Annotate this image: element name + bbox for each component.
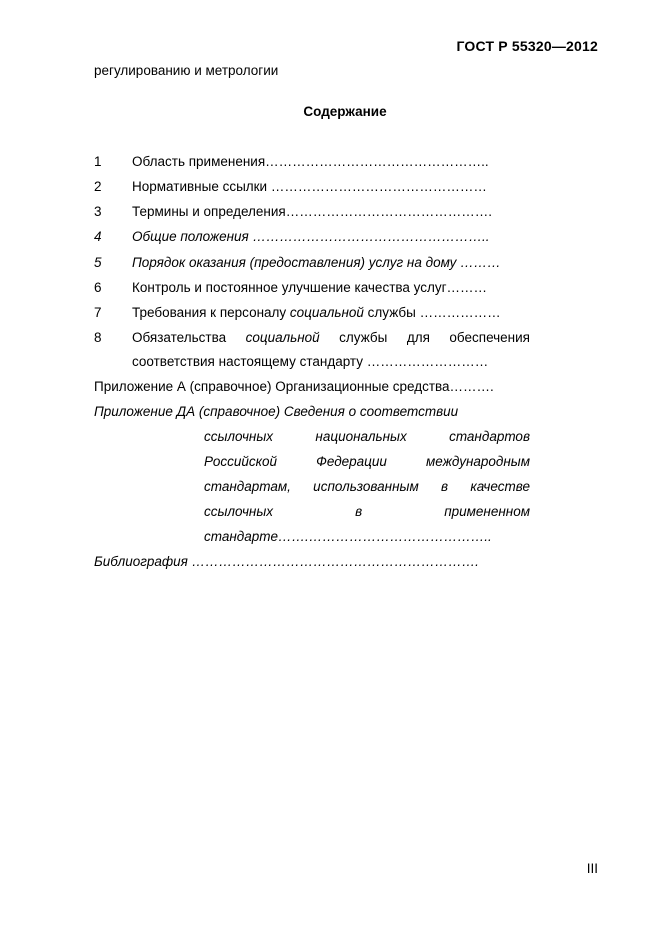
toc-appendix-da-continuation[interactable] <box>94 528 530 546</box>
continued-text: регулированию и метрологии <box>94 63 279 78</box>
standard-header: ГОСТ Р 55320—2012 <box>456 38 598 54</box>
toc-item-text-part: Обязательства <box>132 330 246 345</box>
toc-appendix-da-continuation[interactable] <box>94 478 530 496</box>
toc-item-text: Область применения………………………………………….. <box>132 154 489 169</box>
toc-bibliography[interactable] <box>94 553 530 571</box>
toc-item-text: Контроль и постоянное улучшение качества услуг……… <box>132 280 488 295</box>
toc-item[interactable] <box>94 304 530 322</box>
toc-item-number: 1 <box>94 154 102 169</box>
toc-item-text: Библиография ………………………………………………………. <box>94 554 479 569</box>
toc-item-text-part: службы для обеспечения <box>319 330 530 345</box>
toc-item-text: Российской Федерации международным <box>204 454 530 469</box>
toc-item-text-italic: социальной <box>289 305 364 320</box>
toc-item-text: Термины и определения………………………………………. <box>132 204 492 219</box>
page-number: III <box>586 861 598 876</box>
toc-item-text: ссылочных в примененном <box>204 504 530 519</box>
toc-item-text: Общие положения …………………………………………….. <box>132 229 490 244</box>
toc-item-text: стандартам, использованным в качестве <box>204 479 530 494</box>
toc-item-text <box>132 329 530 347</box>
toc-item[interactable] <box>94 178 530 196</box>
toc-item[interactable] <box>94 329 530 347</box>
toc-appendix-da-continuation[interactable] <box>94 453 530 471</box>
toc-item-text: Нормативные ссылки ………………………………………… <box>132 179 487 194</box>
toc-item-text: ссылочных национальных стандартов <box>204 429 530 444</box>
toc-item-text <box>132 304 501 322</box>
toc-appendix-da[interactable] <box>94 403 530 421</box>
toc-item[interactable] <box>94 228 530 246</box>
toc-title: Содержание <box>303 104 387 119</box>
toc-item-number: 8 <box>94 330 102 345</box>
toc-item-continuation[interactable] <box>94 353 530 371</box>
toc-item-text: Приложение А (справочное) Организационные средства………. <box>94 379 494 394</box>
toc-item-text: стандарте…….………………………………….. <box>204 529 492 544</box>
toc-item-number: 7 <box>94 305 102 320</box>
toc-appendix-da-continuation[interactable] <box>94 503 530 521</box>
toc-item-text: Порядок оказания (предоставления) услуг на дому ……… <box>132 255 501 270</box>
toc-appendix-a[interactable] <box>94 378 530 396</box>
toc-item[interactable] <box>94 279 530 297</box>
toc-item[interactable] <box>94 254 530 272</box>
toc-item-number: 6 <box>94 280 102 295</box>
toc-item-number: 2 <box>94 179 102 194</box>
toc-appendix-da-continuation[interactable] <box>94 428 530 446</box>
toc-item-number: 3 <box>94 204 102 219</box>
toc-item-text: соответствия настоящему стандарту ……………………… <box>132 354 489 369</box>
toc-item[interactable] <box>94 153 530 171</box>
toc-item-text-part: службы ……………… <box>363 305 501 320</box>
toc-item-text-part: Требования к персоналу <box>132 305 290 320</box>
toc-item-text-italic: социальной <box>245 330 320 345</box>
toc-item-text: Приложение ДА (справочное) Сведения о соответствии <box>94 404 459 419</box>
toc-item-number: 4 <box>94 229 102 244</box>
toc-item-number: 5 <box>94 255 102 270</box>
toc-item[interactable] <box>94 203 530 221</box>
